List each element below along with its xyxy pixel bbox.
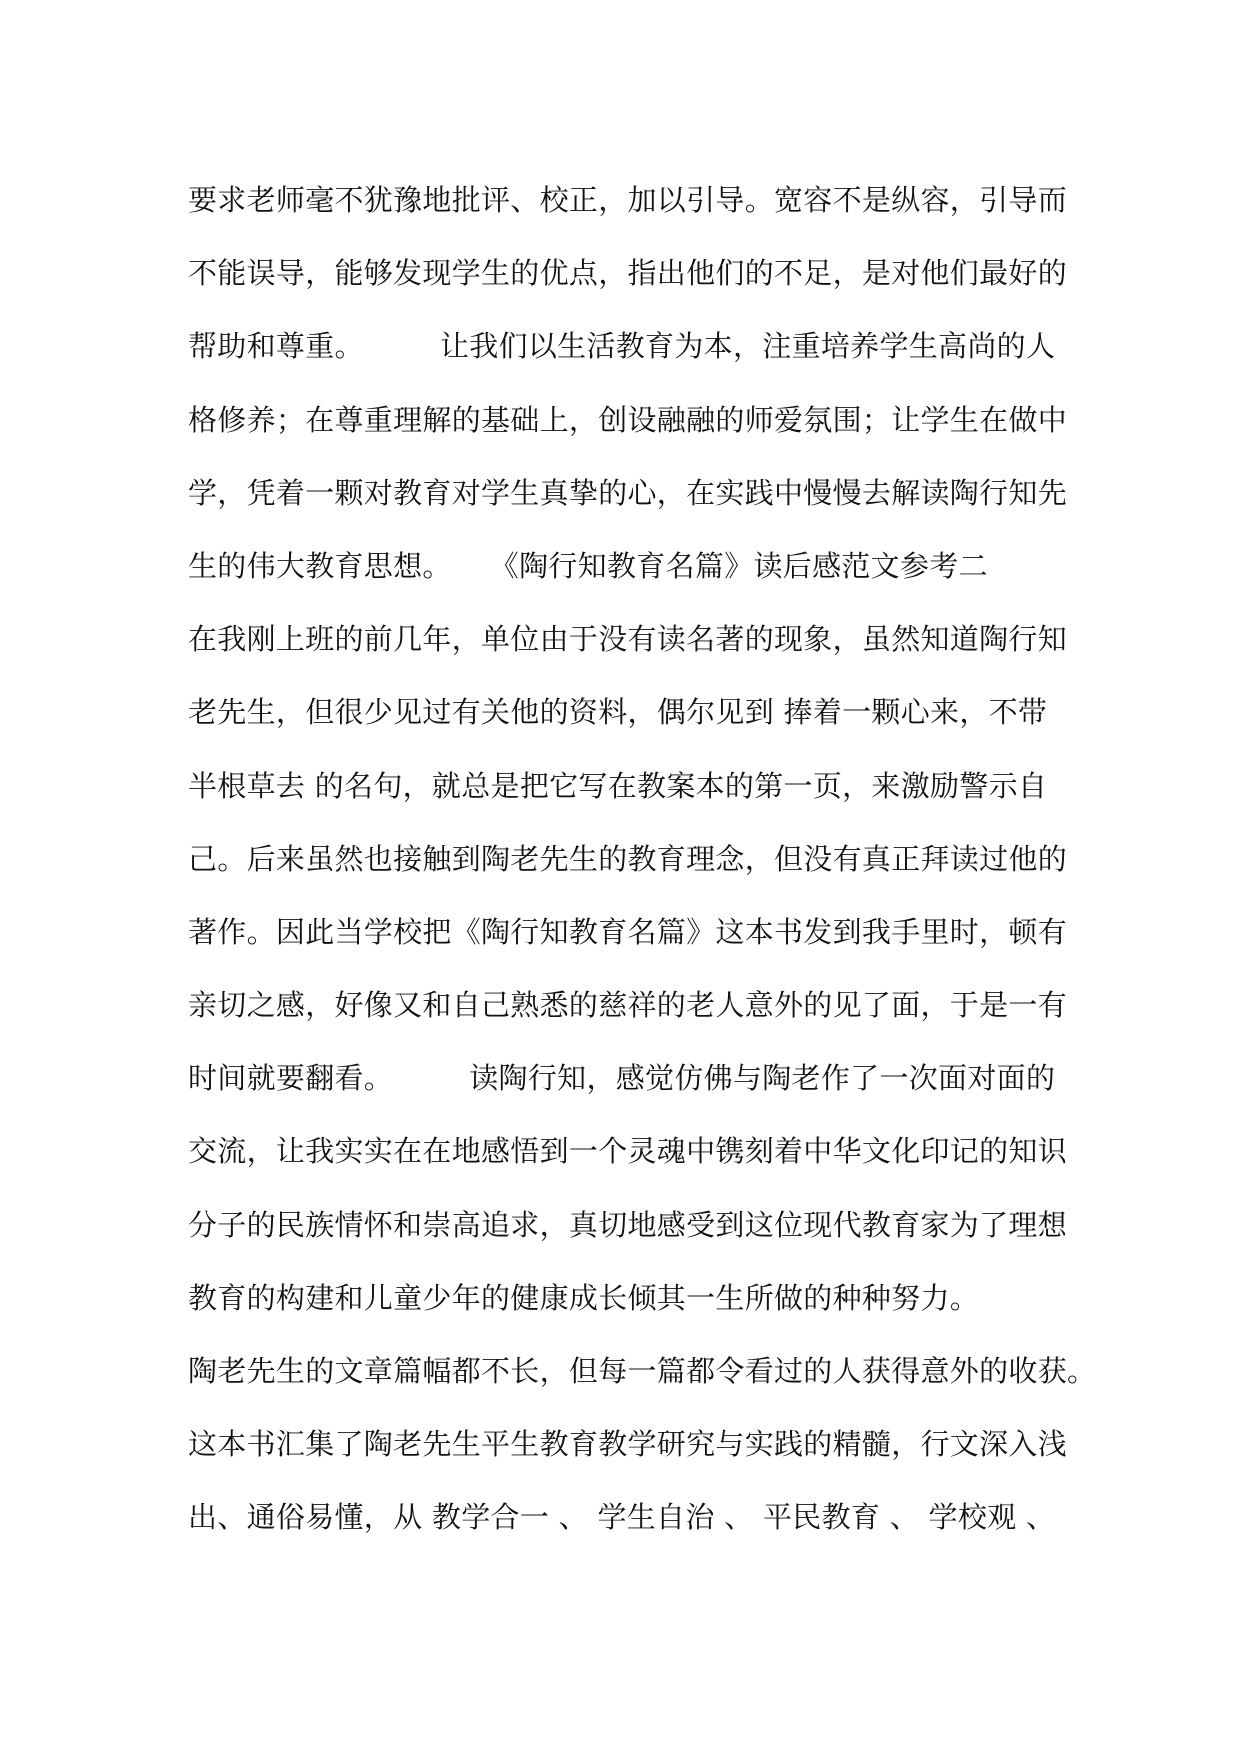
text-line: 帮助和尊重。 让我们以生活教育为本，注重培养学生高尚的人 — [188, 329, 1056, 364]
text-line: 格修养；在尊重理解的基础上，创设融融的师爱氛围；让学生在做中 — [188, 402, 1068, 437]
text-line: 己。后来虽然也接触到陶老先生的教育理念，但没有真正拜读过他的 — [188, 841, 1068, 876]
text-line: 这本书汇集了陶老先生平生教育教学研究与实践的精髓，行文深入浅 — [188, 1427, 1068, 1462]
text-line: 生的伟大教育思想。 《陶行知教育名篇》读后感范文参考二 — [188, 548, 988, 583]
text-line: 学，凭着一颗对教育对学生真挚的心，在实践中慢慢去解读陶行知先 — [188, 475, 1068, 510]
text-line: 出、通俗易懂，从 教学合一 、 学生自治 、 平民教育 、 学校观 、 — [188, 1500, 1056, 1535]
text-line: 要求老师毫不犹豫地批评、校正，加以引导。宽容不是纵容，引导而 — [188, 183, 1068, 217]
text-line: 半根草去 的名句，就总是把它写在教案本的第一页，来激励警示自 — [188, 768, 1048, 803]
text-line: 时间就要翻看。 读陶行知，感觉仿佛与陶老作了一次面对面的 — [188, 1061, 1056, 1096]
text-line: 教育的构建和儿童少年的健康成长倾其一生所做的种种努力。 — [188, 1280, 980, 1315]
text-line: 著作。因此当学校把《陶行知教育名篇》这本书发到我手里时，顿有 — [188, 914, 1068, 949]
text-line: 亲切之感，好像又和自己熟悉的慈祥的老人意外的见了面，于是一有 — [188, 988, 1068, 1023]
text-line: 不能误导，能够发现学生的优点，指出他们的不足，是对他们最好的 — [188, 256, 1068, 291]
text-line: 分子的民族情怀和崇高追求，真切地感受到这位现代教育家为了理想 — [188, 1207, 1068, 1242]
text-line: 交流，让我实实在在地感悟到一个灵魂中镌刻着中华文化印记的知识 — [188, 1134, 1068, 1169]
body-text — [188, 164, 1097, 1555]
text-line: 在我刚上班的前几年，单位由于没有读名著的现象，虽然知道陶行知 — [188, 622, 1068, 657]
text-line: 陶老先生的文章篇幅都不长，但每一篇都令看过的人获得意外的收获。 — [188, 1354, 1097, 1388]
text-line: 老先生，但很少见过有关他的资料，偶尔见到 捧着一颗心来，不带 — [188, 695, 1048, 730]
